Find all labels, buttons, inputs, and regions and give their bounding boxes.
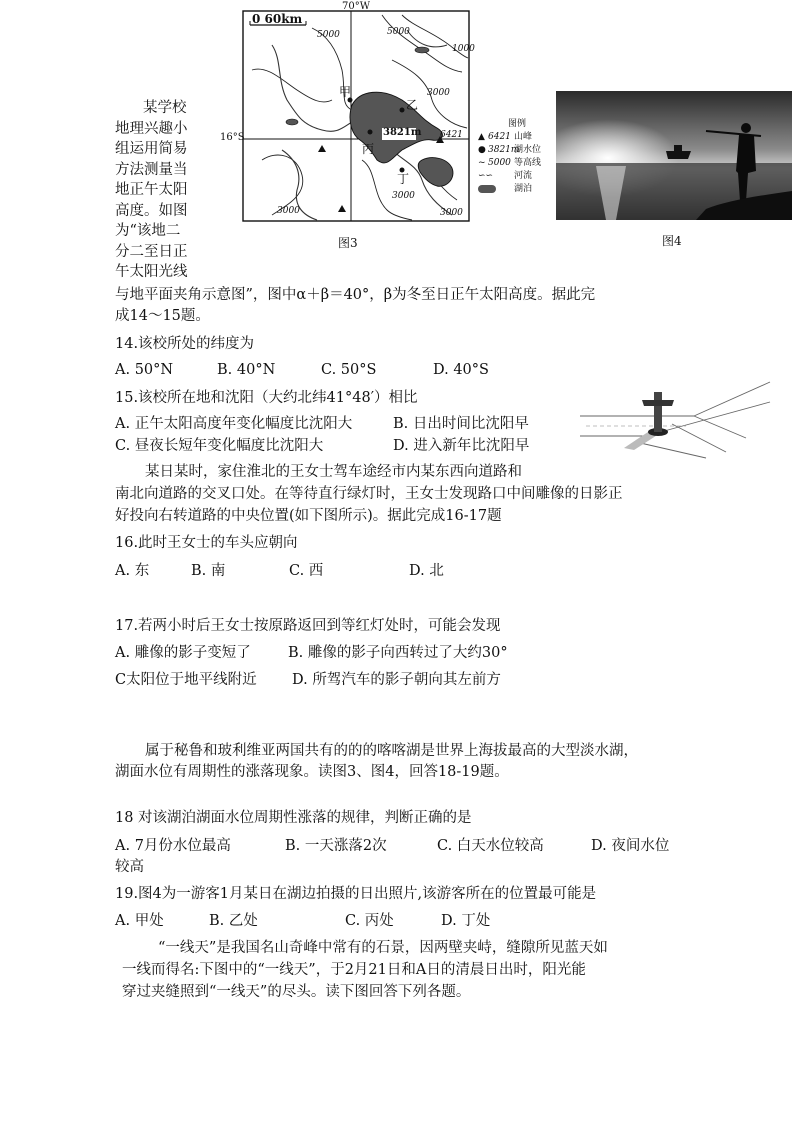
q18-option-b[interactable]: B. 一天涨落2次 (285, 838, 387, 854)
intersection-drawing (576, 380, 772, 460)
map-legend (478, 118, 548, 196)
q18-option-d-wrap: 较高 (115, 859, 144, 875)
intro-side-line: 为“该地二 (115, 223, 181, 239)
passage3-line-1: 属于秘鲁和玻利维亚两国共有的的的喀喀湖是世界上海拔最高的大型淡水湖， (145, 743, 638, 759)
intro-side-line: 某学校 (143, 100, 187, 116)
contour-label-6: 3000 (277, 206, 300, 216)
legend-item-peak: ▲ 6421 山峰 (478, 132, 533, 142)
intersection-diagram (576, 380, 772, 460)
q17-stem: 17.若两小时后王女士按原路返回到等红灯处时，可能会发现 (115, 618, 501, 634)
map-drawing (242, 10, 470, 222)
passage4-line-3: 穿过夹缝照到“一线天”的尽头。读下图回答下列各题。 (122, 984, 471, 1000)
q18-option-a[interactable]: A. 7月份水位最高 (115, 838, 231, 854)
legend-item-river: ∽∽ 河流 (478, 171, 533, 181)
q15-option-d[interactable]: D. 进入新年比沈阳早 (393, 438, 530, 454)
intro-line-2: 成14～15题。 (115, 308, 210, 324)
q14-option-a[interactable]: A. 50°N (115, 362, 174, 378)
q14-option-b[interactable]: B. 40°N (217, 362, 276, 378)
intro-side-line: 高度。如图 (115, 202, 188, 219)
intro-side-line: 组运用简易 (115, 141, 188, 157)
passage4-line-1: “一线天”是我国名山奇峰中常有的石景，因两壁夹峙，缝隙所见蓝天如 (158, 940, 608, 956)
passage2-line-2: 南北向道路的交叉口处。在等待直行绿灯时，王女士发现路口中间雕像的日影正 (115, 486, 623, 502)
q17-option-a[interactable]: A. 雕像的影子变短了 (115, 645, 251, 661)
q19-option-b[interactable]: B. 乙处 (209, 913, 258, 929)
contour-label-8: 3000 (440, 208, 463, 218)
lake-level-label: 3821m (383, 127, 422, 138)
passage4-line-2: 一线而得名:下图中的“一线天”，于2月21日和A日的清晨日出时，阳光能 (122, 962, 586, 978)
q16-option-b[interactable]: B. 南 (191, 563, 226, 579)
q19-option-a[interactable]: A. 甲处 (115, 913, 164, 929)
place-jia: 甲 (339, 85, 352, 99)
q19-option-c[interactable]: C. 丙处 (345, 913, 394, 929)
q16-option-d[interactable]: D. 北 (409, 563, 444, 579)
q16-stem: 16.此时王女士的车头应朝向 (115, 535, 298, 551)
q17-option-c[interactable]: C太阳位于地平线附近 (115, 672, 257, 688)
q18-option-c[interactable]: C. 白天水位较高 (437, 838, 544, 854)
q17-option-d[interactable]: D. 所驾汽车的影子朝向其左前方 (292, 672, 501, 688)
intro-line-1: 与地平面夹角示意图”，图中α＋β＝40°，β为冬至日正午太阳高度。据此完 (115, 287, 596, 303)
q15-stem: 15.该校所在地和沈阳（大约北纬41°48′）相比 (115, 390, 418, 406)
q15-option-c[interactable]: C. 昼夜长短年变化幅度比沈阳大 (115, 438, 324, 454)
intro-side-line: 午太阳光线 (115, 264, 188, 280)
q17-option-b[interactable]: B. 雕像的影子向西转过了大约30° (288, 645, 508, 661)
legend-item-contour: ~ 5000 等高线 (478, 158, 542, 168)
q14-stem: 14.该校所处的纬度为 (115, 336, 255, 352)
intro-side-line: 地理兴趣小 (115, 120, 188, 137)
intro-side-line: 方法测量当 (115, 161, 188, 178)
contour-label-4: 3000 (427, 88, 450, 98)
figure3-caption: 图3 (338, 236, 358, 250)
q16-option-a[interactable]: A. 东 (115, 563, 150, 579)
q14-option-c[interactable]: C. 50°S (321, 362, 377, 378)
intro-side-line: 分二至日正 (115, 243, 188, 260)
meridian-label: 70°W (342, 1, 371, 12)
place-bing: 丙 (362, 142, 375, 156)
sunrise-photo-drawing (556, 91, 792, 220)
passage2-line-1: 某日某时，家住淮北的王女士驾车途经市内某东西向道路和 (145, 464, 522, 480)
legend-item-lake: 湖泊 (478, 183, 548, 196)
contour-label-7: 3000 (392, 191, 415, 201)
q18-stem: 18 对该湖泊湖面水位周期性涨落的规律，判断正确的是 (115, 810, 472, 826)
contour-label-1: 5000 (317, 30, 340, 40)
intro-side-column (115, 98, 197, 283)
figure4-caption: 图4 (662, 234, 682, 248)
map-scale-label: 0 60km (252, 12, 303, 26)
legend-item-lake-level: ● 3821m湖水位 (478, 145, 542, 155)
q16-option-c[interactable]: C. 西 (289, 563, 324, 579)
q19-option-d[interactable]: D. 丁处 (441, 913, 491, 929)
q19-stem: 19.图4为一游客1月某日在湖边拍摄的日出照片,该游客所在的位置最可能是 (115, 886, 597, 902)
q14-option-d[interactable]: D. 40°S (433, 362, 489, 378)
contour-label-2: 5000 (387, 27, 410, 37)
place-yi: 乙 (406, 98, 419, 112)
intro-side-line: 地正午太阳 (115, 182, 188, 198)
passage3-line-2: 湖面水位有周期性的涨落现象。读图3、图4，回答18-19题。 (115, 764, 509, 780)
legend-title: 图例 (508, 119, 527, 129)
sunrise-photo (556, 91, 792, 220)
parallel-label: 16°S (220, 132, 245, 143)
passage2-line-3: 好投向右转道路的中央位置(如下图所示)。据此完成16-17题 (115, 508, 502, 524)
contour-label-3: 1000 (452, 44, 475, 54)
q15-option-a[interactable]: A. 正午太阳高度年变化幅度比沈阳大 (115, 416, 353, 432)
q15-option-b[interactable]: B. 日出时间比沈阳早 (393, 416, 529, 432)
lake-titicaca-map (220, 1, 475, 222)
contour-label-5: 6421 (440, 130, 463, 140)
q18-option-d[interactable]: D. 夜间水位 (591, 838, 670, 854)
place-ding: 丁 (397, 172, 410, 186)
